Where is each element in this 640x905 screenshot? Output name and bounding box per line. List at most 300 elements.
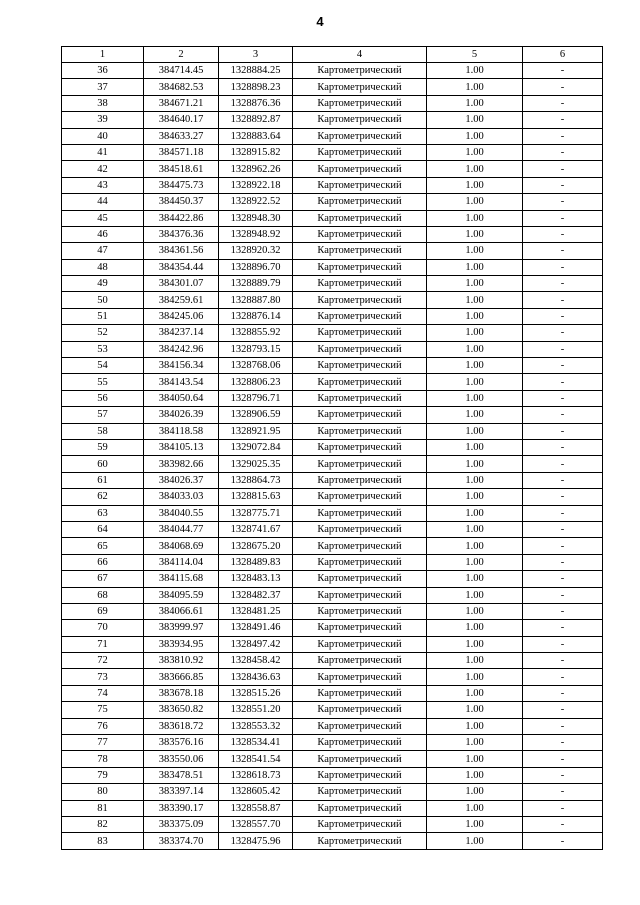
x-coordinate-cell: 384422.86 [144,210,219,226]
y-coordinate-cell: 1328793.15 [219,341,293,357]
accuracy-cell: 1.00 [427,833,523,849]
description-cell: - [523,177,603,193]
point-number-cell: 76 [62,718,144,734]
x-coordinate-cell: 384044.77 [144,521,219,537]
x-coordinate-cell: 384143.54 [144,374,219,390]
accuracy-cell: 1.00 [427,751,523,767]
x-coordinate-cell: 383374.70 [144,833,219,849]
point-number-cell: 61 [62,472,144,488]
point-number-cell: 83 [62,833,144,849]
table-row [62,735,603,751]
description-cell: - [523,292,603,308]
y-coordinate-cell: 1328892.87 [219,112,293,128]
y-coordinate-cell: 1328921.95 [219,423,293,439]
y-coordinate-cell: 1328558.87 [219,800,293,816]
method-cell: Картометрический [293,456,427,472]
point-number-cell: 55 [62,374,144,390]
column-header-4: 4 [293,47,427,63]
table-row [62,292,603,308]
accuracy-cell: 1.00 [427,210,523,226]
accuracy-cell: 1.00 [427,702,523,718]
y-coordinate-cell: 1328475.96 [219,833,293,849]
table-row [62,358,603,374]
point-number-cell: 42 [62,161,144,177]
x-coordinate-cell: 384040.55 [144,505,219,521]
method-cell: Картометрический [293,816,427,832]
y-coordinate-cell: 1328806.23 [219,374,293,390]
description-cell: - [523,489,603,505]
y-coordinate-cell: 1328541.54 [219,751,293,767]
method-cell: Картометрический [293,702,427,718]
description-cell: - [523,538,603,554]
accuracy-cell: 1.00 [427,603,523,619]
description-cell: - [523,63,603,79]
description-cell: - [523,554,603,570]
table-row [62,603,603,619]
point-number-cell: 82 [62,816,144,832]
point-number-cell: 41 [62,144,144,160]
description-cell: - [523,210,603,226]
accuracy-cell: 1.00 [427,95,523,111]
y-coordinate-cell: 1328889.79 [219,276,293,292]
accuracy-cell: 1.00 [427,128,523,144]
point-number-cell: 64 [62,521,144,537]
point-number-cell: 47 [62,243,144,259]
description-cell: - [523,79,603,95]
accuracy-cell: 1.00 [427,472,523,488]
table-row [62,653,603,669]
point-number-cell: 59 [62,439,144,455]
table-row [62,341,603,357]
x-coordinate-cell: 384114.04 [144,554,219,570]
x-coordinate-cell: 384105.13 [144,439,219,455]
accuracy-cell: 1.00 [427,144,523,160]
description-cell: - [523,226,603,242]
description-cell: - [523,751,603,767]
y-coordinate-cell: 1328815.63 [219,489,293,505]
table-row [62,95,603,111]
y-coordinate-cell: 1328675.20 [219,538,293,554]
table-row [62,636,603,652]
description-cell: - [523,833,603,849]
table-row [62,407,603,423]
x-coordinate-cell: 384156.34 [144,358,219,374]
y-coordinate-cell: 1328948.30 [219,210,293,226]
method-cell: Картометрический [293,292,427,308]
description-cell: - [523,784,603,800]
accuracy-cell: 1.00 [427,63,523,79]
point-number-cell: 63 [62,505,144,521]
table-row [62,390,603,406]
accuracy-cell: 1.00 [427,538,523,554]
x-coordinate-cell: 383390.17 [144,800,219,816]
description-cell: - [523,816,603,832]
method-cell: Картометрический [293,489,427,505]
description-cell: - [523,390,603,406]
accuracy-cell: 1.00 [427,571,523,587]
x-coordinate-cell: 384682.53 [144,79,219,95]
y-coordinate-cell: 1328436.63 [219,669,293,685]
description-cell: - [523,243,603,259]
description-cell: - [523,735,603,751]
y-coordinate-cell: 1328605.42 [219,784,293,800]
method-cell: Картометрический [293,767,427,783]
y-coordinate-cell: 1328483.13 [219,571,293,587]
description-cell: - [523,128,603,144]
description-cell: - [523,407,603,423]
table-row [62,521,603,537]
method-cell: Картометрический [293,194,427,210]
y-coordinate-cell: 1328876.36 [219,95,293,111]
table-row [62,226,603,242]
table-row [62,833,603,849]
description-cell: - [523,161,603,177]
method-cell: Картометрический [293,800,427,816]
x-coordinate-cell: 384450.37 [144,194,219,210]
point-number-cell: 71 [62,636,144,652]
accuracy-cell: 1.00 [427,112,523,128]
x-coordinate-cell: 384066.61 [144,603,219,619]
x-coordinate-cell: 384068.69 [144,538,219,554]
accuracy-cell: 1.00 [427,636,523,652]
table-row [62,63,603,79]
accuracy-cell: 1.00 [427,456,523,472]
method-cell: Картометрический [293,177,427,193]
method-cell: Картометрический [293,210,427,226]
y-coordinate-cell: 1328741.67 [219,521,293,537]
table-row [62,816,603,832]
method-cell: Картометрический [293,423,427,439]
table-row [62,620,603,636]
y-coordinate-cell: 1328481.25 [219,603,293,619]
accuracy-cell: 1.00 [427,308,523,324]
point-number-cell: 49 [62,276,144,292]
description-cell: - [523,653,603,669]
column-header-3: 3 [219,47,293,63]
y-coordinate-cell: 1328896.70 [219,259,293,275]
method-cell: Картометрический [293,63,427,79]
method-cell: Картометрический [293,587,427,603]
y-coordinate-cell: 1328876.14 [219,308,293,324]
point-number-cell: 67 [62,571,144,587]
accuracy-cell: 1.00 [427,259,523,275]
point-number-cell: 39 [62,112,144,128]
x-coordinate-cell: 383666.85 [144,669,219,685]
table-row [62,669,603,685]
method-cell: Картометрический [293,112,427,128]
method-cell: Картометрический [293,144,427,160]
method-cell: Картометрический [293,161,427,177]
table-header [62,47,603,63]
x-coordinate-cell: 383397.14 [144,784,219,800]
point-number-cell: 40 [62,128,144,144]
x-coordinate-cell: 384259.61 [144,292,219,308]
point-number-cell: 36 [62,63,144,79]
x-coordinate-cell: 384033.03 [144,489,219,505]
x-coordinate-cell: 384714.45 [144,63,219,79]
table-row [62,374,603,390]
method-cell: Картометрический [293,521,427,537]
x-coordinate-cell: 383982.66 [144,456,219,472]
table-body [62,63,603,850]
table-row [62,194,603,210]
y-coordinate-cell: 1328920.32 [219,243,293,259]
table-row [62,439,603,455]
point-number-cell: 70 [62,620,144,636]
method-cell: Картометрический [293,79,427,95]
table-row [62,571,603,587]
accuracy-cell: 1.00 [427,735,523,751]
method-cell: Картометрический [293,735,427,751]
y-coordinate-cell: 1328768.06 [219,358,293,374]
point-number-cell: 80 [62,784,144,800]
accuracy-cell: 1.00 [427,685,523,701]
point-number-cell: 62 [62,489,144,505]
y-coordinate-cell: 1328515.26 [219,685,293,701]
description-cell: - [523,505,603,521]
y-coordinate-cell: 1328915.82 [219,144,293,160]
y-coordinate-cell: 1328497.42 [219,636,293,652]
accuracy-cell: 1.00 [427,554,523,570]
method-cell: Картометрический [293,472,427,488]
x-coordinate-cell: 383576.16 [144,735,219,751]
method-cell: Картометрический [293,620,427,636]
point-number-cell: 54 [62,358,144,374]
description-cell: - [523,571,603,587]
method-cell: Картометрический [293,325,427,341]
x-coordinate-cell: 384571.18 [144,144,219,160]
table-row [62,259,603,275]
accuracy-cell: 1.00 [427,718,523,734]
accuracy-cell: 1.00 [427,505,523,521]
y-coordinate-cell: 1328906.59 [219,407,293,423]
description-cell: - [523,358,603,374]
table-row [62,423,603,439]
description-cell: - [523,767,603,783]
point-number-cell: 75 [62,702,144,718]
y-coordinate-cell: 1328922.18 [219,177,293,193]
accuracy-cell: 1.00 [427,276,523,292]
y-coordinate-cell: 1328775.71 [219,505,293,521]
description-cell: - [523,341,603,357]
method-cell: Картометрический [293,833,427,849]
table-row [62,144,603,160]
accuracy-cell: 1.00 [427,423,523,439]
point-number-cell: 68 [62,587,144,603]
method-cell: Картометрический [293,603,427,619]
point-number-cell: 79 [62,767,144,783]
accuracy-cell: 1.00 [427,243,523,259]
table-row [62,784,603,800]
y-coordinate-cell: 1328482.37 [219,587,293,603]
accuracy-cell: 1.00 [427,620,523,636]
point-number-cell: 58 [62,423,144,439]
table-row [62,554,603,570]
method-cell: Картометрический [293,636,427,652]
y-coordinate-cell: 1328534.41 [219,735,293,751]
point-number-cell: 53 [62,341,144,357]
description-cell: - [523,259,603,275]
x-coordinate-cell: 384361.56 [144,243,219,259]
x-coordinate-cell: 384237.14 [144,325,219,341]
accuracy-cell: 1.00 [427,653,523,669]
point-number-cell: 37 [62,79,144,95]
description-cell: - [523,702,603,718]
point-number-cell: 45 [62,210,144,226]
x-coordinate-cell: 384115.68 [144,571,219,587]
accuracy-cell: 1.00 [427,325,523,341]
table-row [62,472,603,488]
point-number-cell: 38 [62,95,144,111]
table-row [62,505,603,521]
method-cell: Картометрический [293,653,427,669]
description-cell: - [523,95,603,111]
x-coordinate-cell: 384245.06 [144,308,219,324]
table-row [62,702,603,718]
method-cell: Картометрический [293,374,427,390]
y-coordinate-cell: 1329072.84 [219,439,293,455]
table-row [62,751,603,767]
description-cell: - [523,144,603,160]
method-cell: Картометрический [293,784,427,800]
point-number-cell: 65 [62,538,144,554]
coordinates-table [61,46,603,850]
description-cell: - [523,112,603,128]
y-coordinate-cell: 1328491.46 [219,620,293,636]
table-row [62,128,603,144]
description-cell: - [523,194,603,210]
table-row [62,177,603,193]
point-number-cell: 52 [62,325,144,341]
description-cell: - [523,374,603,390]
method-cell: Картометрический [293,407,427,423]
column-header-6: 6 [523,47,603,63]
point-number-cell: 74 [62,685,144,701]
point-number-cell: 46 [62,226,144,242]
accuracy-cell: 1.00 [427,407,523,423]
description-cell: - [523,456,603,472]
description-cell: - [523,276,603,292]
table-row [62,538,603,554]
description-cell: - [523,636,603,652]
table-row [62,161,603,177]
method-cell: Картометрический [293,226,427,242]
description-cell: - [523,472,603,488]
description-cell: - [523,620,603,636]
description-cell: - [523,325,603,341]
accuracy-cell: 1.00 [427,374,523,390]
point-number-cell: 60 [62,456,144,472]
table-row [62,112,603,128]
y-coordinate-cell: 1328618.73 [219,767,293,783]
point-number-cell: 78 [62,751,144,767]
description-cell: - [523,603,603,619]
x-coordinate-cell: 384050.64 [144,390,219,406]
x-coordinate-cell: 384518.61 [144,161,219,177]
y-coordinate-cell: 1328922.52 [219,194,293,210]
description-cell: - [523,423,603,439]
accuracy-cell: 1.00 [427,177,523,193]
point-number-cell: 73 [62,669,144,685]
accuracy-cell: 1.00 [427,784,523,800]
table-row [62,79,603,95]
y-coordinate-cell: 1328948.92 [219,226,293,242]
x-coordinate-cell: 383650.82 [144,702,219,718]
method-cell: Картометрический [293,571,427,587]
table-row [62,767,603,783]
table-row [62,276,603,292]
description-cell: - [523,587,603,603]
point-number-cell: 81 [62,800,144,816]
method-cell: Картометрический [293,259,427,275]
accuracy-cell: 1.00 [427,521,523,537]
description-cell: - [523,439,603,455]
table-row [62,210,603,226]
method-cell: Картометрический [293,128,427,144]
description-cell: - [523,718,603,734]
point-number-cell: 51 [62,308,144,324]
accuracy-cell: 1.00 [427,587,523,603]
accuracy-cell: 1.00 [427,358,523,374]
method-cell: Картометрический [293,341,427,357]
method-cell: Картометрический [293,308,427,324]
page-number: 4 [316,14,324,29]
y-coordinate-cell: 1328962.26 [219,161,293,177]
x-coordinate-cell: 384095.59 [144,587,219,603]
table-row [62,308,603,324]
y-coordinate-cell: 1328557.70 [219,816,293,832]
y-coordinate-cell: 1328458.42 [219,653,293,669]
table-row [62,456,603,472]
header-row [62,47,603,63]
method-cell: Картометрический [293,276,427,292]
accuracy-cell: 1.00 [427,161,523,177]
accuracy-cell: 1.00 [427,292,523,308]
x-coordinate-cell: 383678.18 [144,685,219,701]
y-coordinate-cell: 1328553.32 [219,718,293,734]
x-coordinate-cell: 383375.09 [144,816,219,832]
y-coordinate-cell: 1328796.71 [219,390,293,406]
x-coordinate-cell: 384242.96 [144,341,219,357]
point-number-cell: 72 [62,653,144,669]
method-cell: Картометрический [293,243,427,259]
x-coordinate-cell: 384475.73 [144,177,219,193]
accuracy-cell: 1.00 [427,439,523,455]
description-cell: - [523,669,603,685]
method-cell: Картометрический [293,554,427,570]
accuracy-cell: 1.00 [427,79,523,95]
point-number-cell: 50 [62,292,144,308]
y-coordinate-cell: 1328864.73 [219,472,293,488]
point-number-cell: 66 [62,554,144,570]
x-coordinate-cell: 383618.72 [144,718,219,734]
table-row [62,243,603,259]
accuracy-cell: 1.00 [427,816,523,832]
accuracy-cell: 1.00 [427,194,523,210]
x-coordinate-cell: 384118.58 [144,423,219,439]
table-row [62,685,603,701]
y-coordinate-cell: 1328489.83 [219,554,293,570]
point-number-cell: 56 [62,390,144,406]
y-coordinate-cell: 1328551.20 [219,702,293,718]
x-coordinate-cell: 384671.21 [144,95,219,111]
x-coordinate-cell: 383810.92 [144,653,219,669]
x-coordinate-cell: 384026.39 [144,407,219,423]
table-row [62,718,603,734]
x-coordinate-cell: 384640.17 [144,112,219,128]
x-coordinate-cell: 384026.37 [144,472,219,488]
point-number-cell: 48 [62,259,144,275]
